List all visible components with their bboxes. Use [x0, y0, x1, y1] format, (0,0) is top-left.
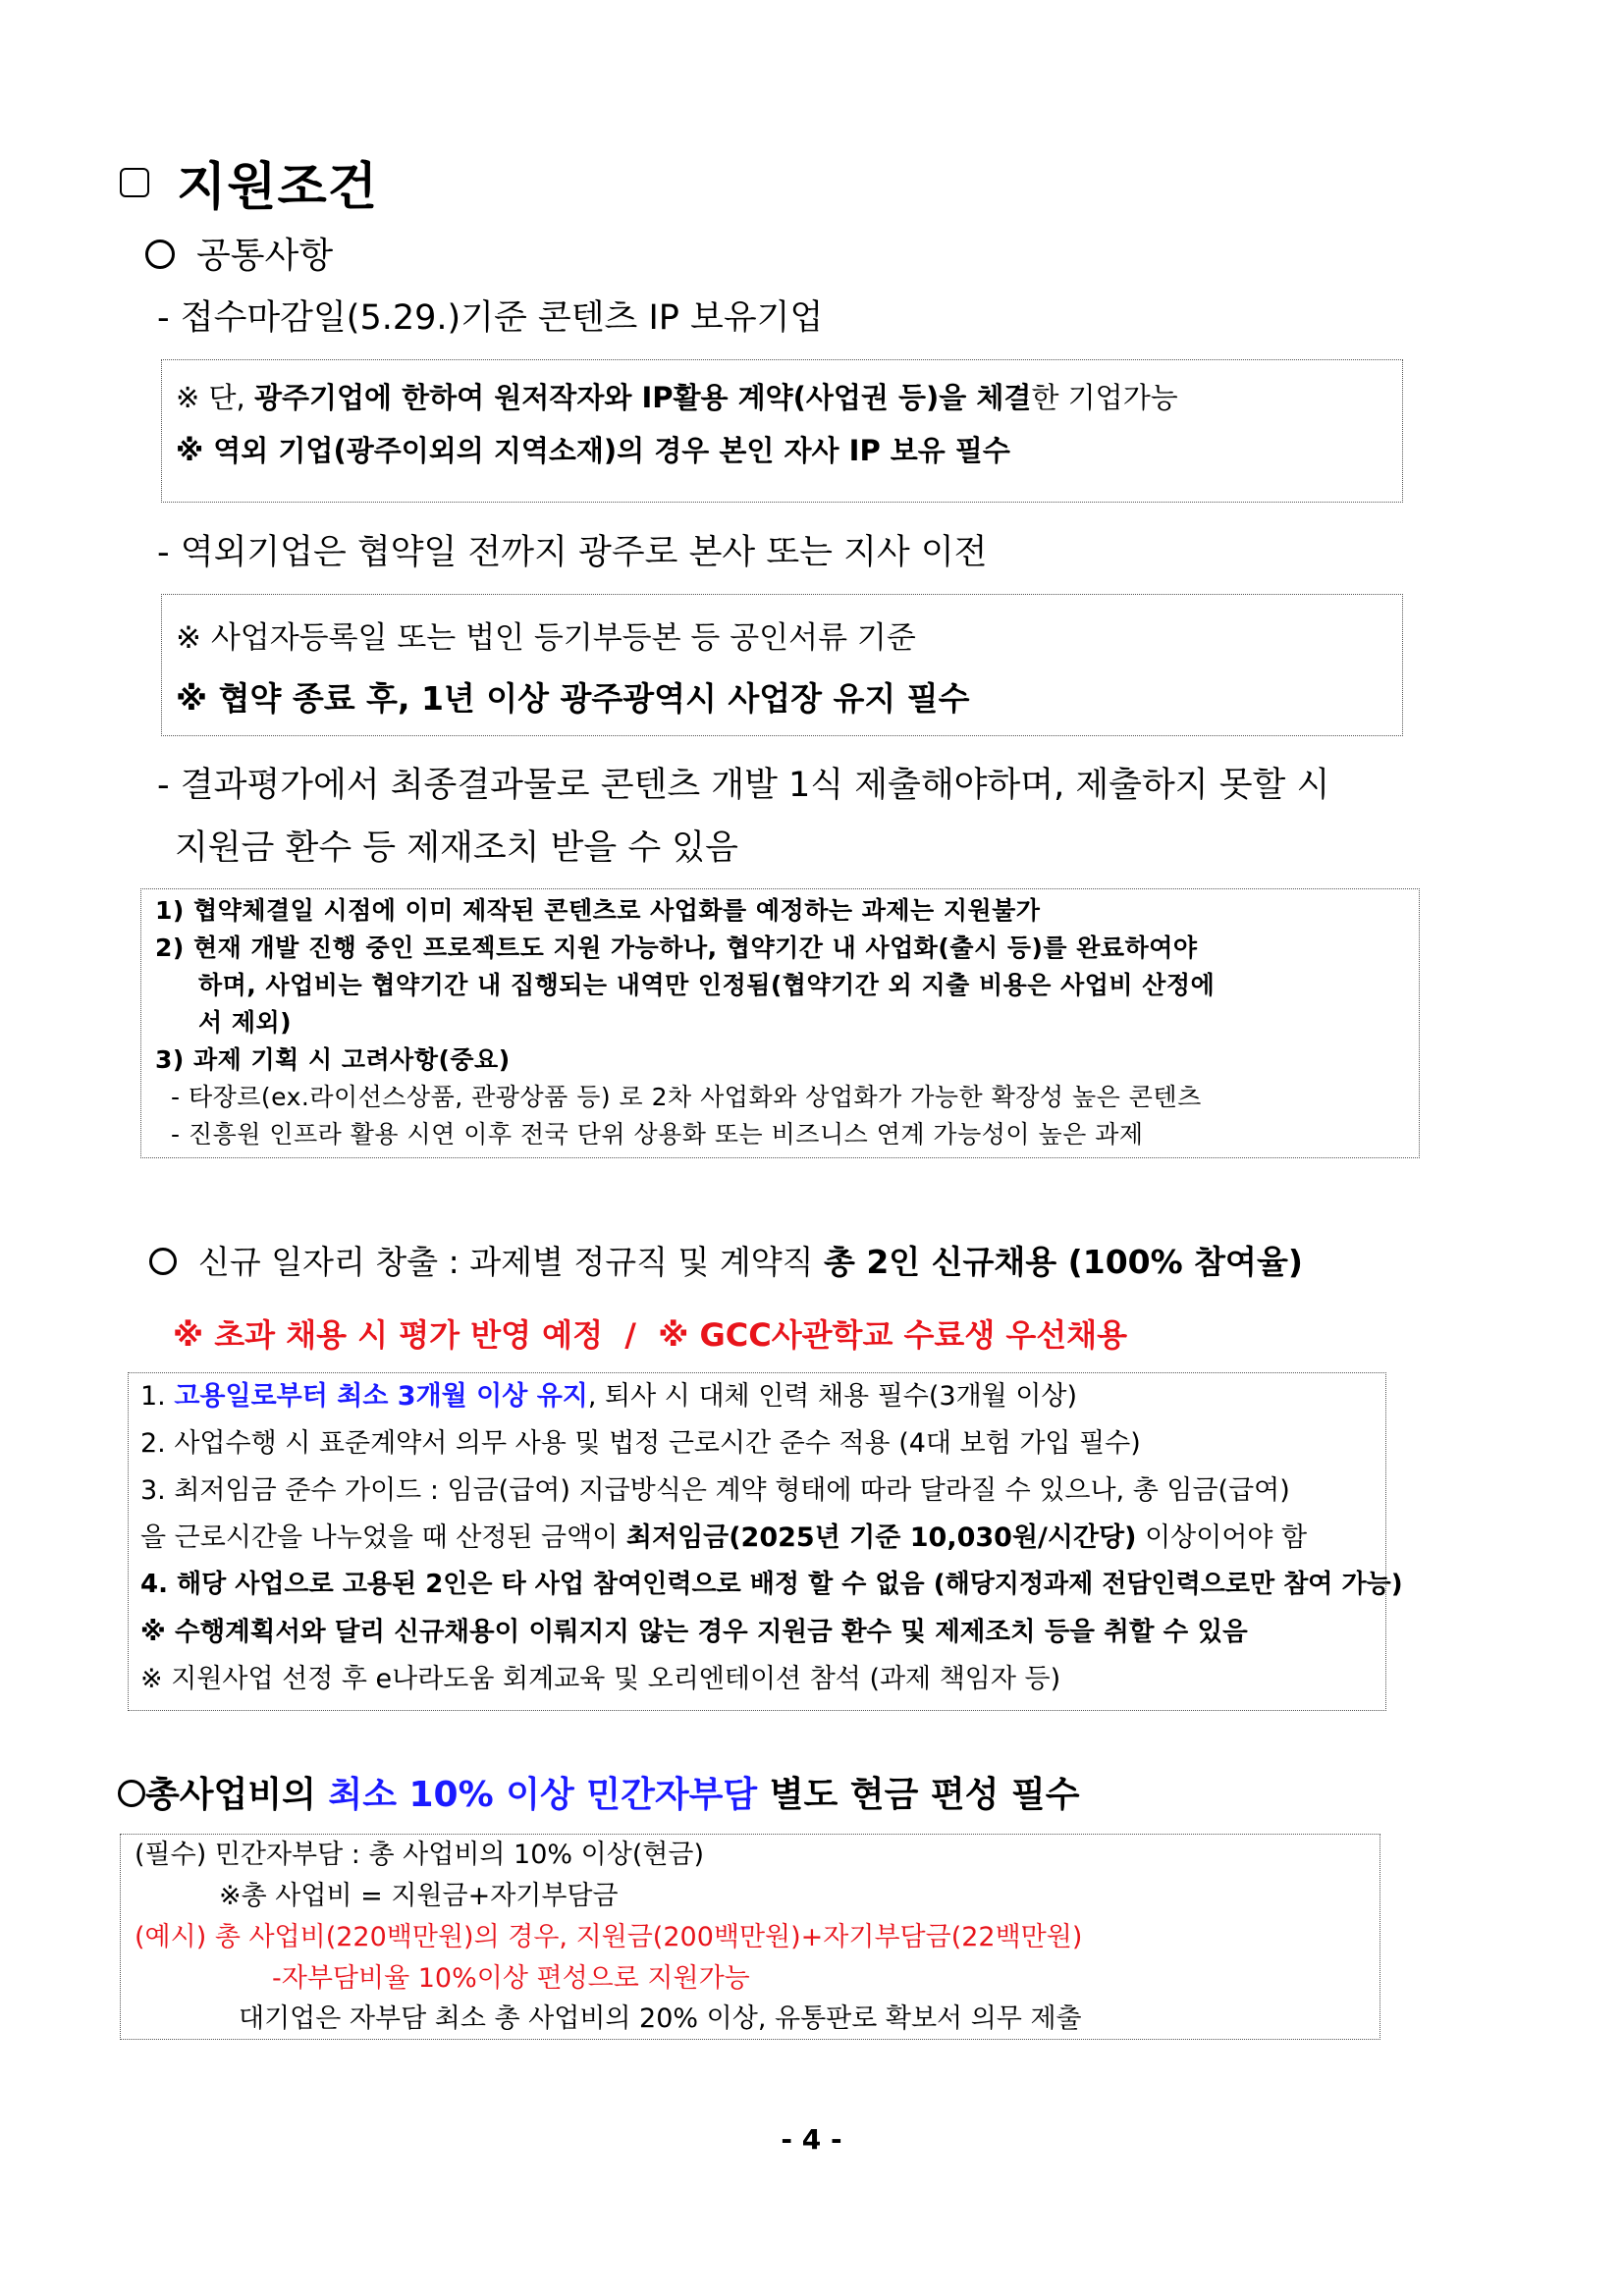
jobs-line-6: ※ 수행계획서와 달리 신규채용이 이뤄지지 않는 경우 지원금 환수 및 제제조치 등을 취할 수 있음 [140, 1617, 1248, 1647]
condition-line-4: 서 제외) [198, 1008, 293, 1037]
notice-box-location-line-2: ※ 협약 종료 후, 1년 이상 광주광역시 사업장 유지 필수 [176, 679, 970, 718]
notice-box-ip-line-1: ※ 단, 광주기업에 한하여 원저작자와 IP활용 계약(사업권 등)을 체결한 기업가능 [176, 381, 1178, 414]
jobs-line-7: ※ 지원사업 선정 후 e나라도움 회계교육 및 오리엔테이션 참석 (과제 책임자 등) [140, 1664, 1061, 1694]
cost-example-note: -자부담비율 10%이상 편성으로 지원가능 [272, 1963, 750, 1994]
notice-box-conditions [140, 888, 1420, 1158]
section-title [120, 145, 378, 219]
common-item-3-line-1: - 결과평가에서 최종결과물로 콘텐츠 개발 1식 제출해야하며, 제출하지 못할 시 [157, 766, 1330, 805]
cost-line-1: (필수) 민간자부담 : 총 사업비의 10% 이상(현금) [135, 1840, 705, 1870]
cost-example-line: (예시) 총 사업비(220백만원)의 경우, 지원금(200백만원)+자기부담금(22백만원) [135, 1922, 1083, 1952]
cost-box [120, 1834, 1380, 2040]
condition-line-5: 3) 과제 기획 시 고려사항(중요) [155, 1045, 511, 1074]
notice-box-ip [161, 359, 1403, 503]
cost-line-5: 대기업은 자부담 최소 총 사업비의 20% 이상, 유통판로 확보서 의무 제출 [239, 2003, 1082, 2034]
jobs-line-5: 4. 해당 사업으로 고용된 2인은 타 사업 참여인력으로 배정 할 수 없음 (해당지정과제 전담인력으로만 참여 가능) [140, 1570, 1403, 1599]
circle-bullet-icon [145, 240, 175, 269]
circle-bullet-icon [149, 1248, 177, 1275]
condition-line-7: - 진흥원 인프라 활용 시연 이후 전국 단위 상용화 또는 비즈니스 연계 가능성이 높은 과제 [171, 1120, 1144, 1148]
jobs-heading: 신규 일자리 창출 : 과제별 정규직 및 계약직 총 2인 신규채용 (100% 참여율) [149, 1237, 1303, 1283]
circle-bullet-icon [118, 1780, 145, 1807]
common-item-1: - 접수마감일(5.29.)기준 콘텐츠 IP 보유기업 [157, 298, 824, 338]
common-item-3-line-2: 지원금 환수 등 제재조치 받을 수 있음 [175, 828, 738, 868]
common-item-2: - 역외기업은 협약일 전까지 광주로 본사 또는 지사 이전 [157, 533, 988, 572]
section-title-text: 지원조건 [177, 158, 378, 217]
jobs-notice: ※ 초과 채용 시 평가 반영 예정 / ※ GCC사관학교 수료생 우선채용 [173, 1316, 1128, 1354]
page-number: - 4 - [781, 2123, 842, 2156]
condition-line-1: 1) 협약체결일 시점에 이미 제작된 콘텐츠로 사업화를 예정하는 과제는 지원불가 [155, 896, 1041, 925]
cost-heading: 총사업비의 최소 10% 이상 민간자부담 별도 현금 편성 필수 [118, 1767, 1080, 1817]
jobs-line-1: 1. 고용일로부터 최소 3개월 이상 유지, 퇴사 시 대체 인력 채용 필수(3개월 이상) [140, 1381, 1078, 1412]
common-heading: 공통사항 [145, 228, 333, 278]
notice-box-location [161, 594, 1403, 736]
condition-line-3: 하며, 사업비는 협약기간 내 집행되는 내역만 인정됨(협약기간 외 지출 비용은 사업비 산정에 [198, 971, 1216, 999]
checkbox-square-icon [120, 168, 149, 197]
jobs-line-2: 2. 사업수행 시 표준계약서 의무 사용 및 법정 근로시간 준수 적용 (4대 보험 가입 필수) [140, 1428, 1141, 1459]
cost-line-2: ※총 사업비 = 지원금+자기부담금 [219, 1881, 619, 1911]
jobs-line-3: 3. 최저임금 준수 가이드 : 임금(급여) 지급방식은 계약 형태에 따라 달라질 수 있으나, 총 임금(급여) [140, 1475, 1290, 1506]
jobs-line-4: 을 근로시간을 나누었을 때 산정된 금액이 최저임금(2025년 기준 10,030원/시간당) 이상이어야 함 [140, 1522, 1308, 1553]
notice-box-ip-line-2: ※ 역외 기업(광주이외의 지역소재)의 경우 본인 자사 IP 보유 필수 [176, 434, 1010, 467]
jobs-box [128, 1372, 1403, 1711]
condition-line-2: 2) 현재 개발 진행 중인 프로젝트도 지원 가능하나, 협약기간 내 사업화(출시 등)를 완료하여야 [155, 934, 1198, 962]
condition-line-6: - 타장르(ex.라이선스상품, 관광상품 등) 로 2차 사업화와 상업화가 가능한 확장성 높은 콘텐츠 [171, 1083, 1202, 1111]
notice-box-location-line-1: ※ 사업자등록일 또는 법인 등기부등본 등 공인서류 기준 [176, 620, 916, 656]
